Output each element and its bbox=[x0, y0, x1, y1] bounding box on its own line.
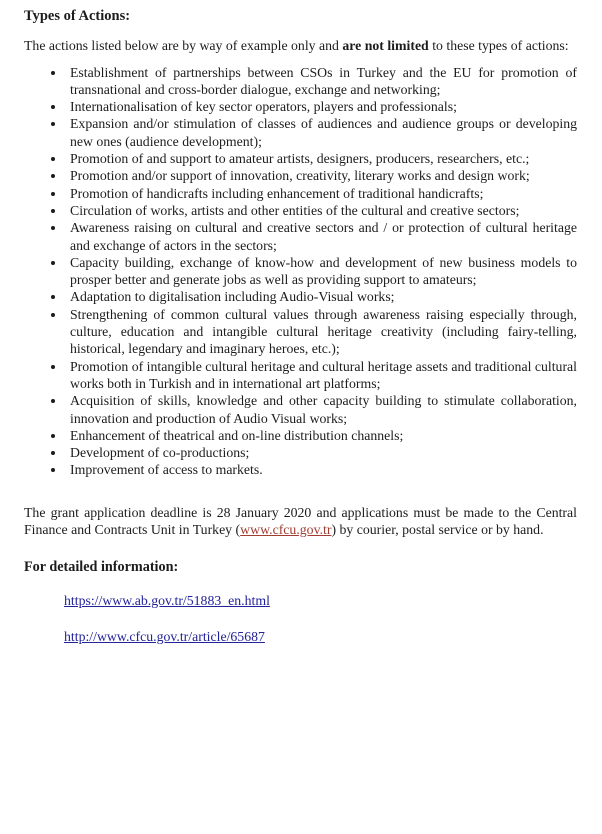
cfcu-link[interactable]: www.cfcu.gov.tr bbox=[240, 522, 332, 538]
cfcu-article-link[interactable]: http://www.cfcu.gov.tr/article/65687 bbox=[64, 628, 265, 644]
list-item: • Promotion of intangible cultural heritage and cultural heritage assets and traditional cultural works both in Turkish and in international art platforms; bbox=[66, 358, 577, 393]
link-row bbox=[64, 592, 577, 609]
list-item: • Expansion and/or stimulation of classes of audiences and audience groups or developing new ones (audience development); bbox=[66, 115, 577, 150]
list-item: • Promotion of handicrafts including enhancement of traditional handicrafts; bbox=[66, 185, 577, 202]
intro-text-bold: are not limited bbox=[342, 38, 429, 54]
list-item: • Acquisition of skills, knowledge and other capacity building to stimulate collaboration, innovation and production of Audio Visual works; bbox=[66, 392, 577, 427]
deadline-paragraph bbox=[24, 504, 577, 539]
intro-text-post: to these types of actions: bbox=[428, 38, 569, 54]
info-heading: For detailed information: bbox=[24, 559, 179, 576]
doc-title: Types of Actions: bbox=[24, 8, 131, 24]
list-item: • Improvement of access to markets. bbox=[66, 461, 577, 478]
deadline-text-post: ) by courier, postal service or by hand. bbox=[331, 522, 544, 538]
intro-text-pre: The actions listed below are by way of example only and bbox=[24, 38, 343, 54]
list-item: • Promotion of and support to amateur artists, designers, producers, researchers, etc.; bbox=[66, 150, 577, 167]
list-item: • Promotion and/or support of innovation, creativity, literary works and design work; bbox=[66, 167, 577, 184]
list-item: • Enhancement of theatrical and on-line distribution channels; bbox=[66, 427, 577, 444]
list-item: • Capacity building, exchange of know-how and development of new business models to prosper better and generate jobs as well as providing support to amateurs; bbox=[66, 254, 577, 289]
list-item: • Awareness raising on cultural and creative sectors and / or protection of cultural heritage and exchange of actors in the sectors; bbox=[66, 219, 577, 254]
list-item: • Establishment of partnerships between CSOs in Turkey and the EU for promotion of transnational and cross-border dialogue, exchange and networking; bbox=[66, 64, 577, 99]
deadline-text-pre: The grant application deadline is 28 January 2020 and applications must be made to the Central Finance and Contracts Unit in Turkey ( bbox=[24, 504, 577, 538]
list-item: • Internationalisation of key sector operators, players and professionals; bbox=[66, 98, 577, 115]
intro-paragraph bbox=[24, 37, 577, 54]
link-row bbox=[64, 628, 577, 645]
list-item: • Strengthening of common cultural values through awareness raising especially through, culture, education and intangible cultural heritage creativity (including fairy-telling, historical, legendary and imaginary heroes, etc.); bbox=[66, 306, 577, 358]
list-item: • Development of co-productions; bbox=[66, 444, 577, 461]
ab-gov-link[interactable]: https://www.ab.gov.tr/51883_en.html bbox=[64, 592, 270, 608]
list-item: • Circulation of works, artists and other entities of the cultural and creative sectors; bbox=[66, 202, 577, 219]
list-item: • Adaptation to digitalisation including Audio-Visual works; bbox=[66, 288, 577, 305]
actions-list bbox=[24, 64, 577, 479]
